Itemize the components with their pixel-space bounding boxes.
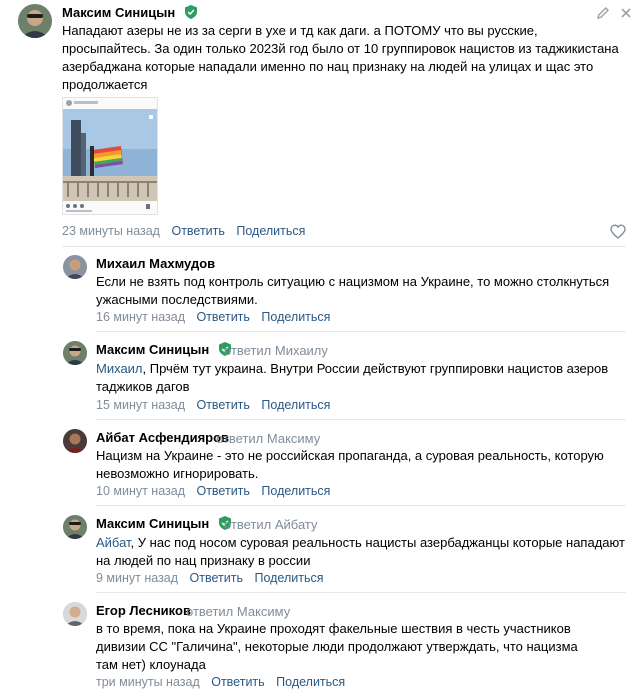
comment-meta — [62, 224, 305, 238]
share-button[interactable]: Поделиться — [254, 571, 324, 585]
reply-text: Если не взять под контроль ситуацию с нацизмом на Украине, то можно столкнуться ужасными последствиями. — [96, 274, 610, 307]
divider — [96, 505, 626, 506]
reply-button[interactable]: Ответить — [196, 484, 250, 498]
comment-text: Нападают азеры не из за серги в ухе и тд как даги. а ПОТОМУ что вы русские, просыпайтесь. За один только 2023й год было от 10 группировок нацистов из таджикистана азербаджана которые нападали именно по нац признаку на людей на улицах и щас это продолжается — [62, 23, 619, 92]
timestamp[interactable]: 15 минут назад — [96, 398, 185, 412]
reply-body: , Прчём тут украина. Внутри России действуют группировки нацистов азеров таджиков дагов — [96, 361, 609, 394]
timestamp[interactable]: 10 минут назад — [96, 484, 185, 498]
reply-meta — [96, 675, 345, 689]
reply-button[interactable]: Ответить — [189, 571, 243, 585]
reply-author[interactable]: Михаил Махмудов — [96, 256, 216, 271]
share-button[interactable]: Поделиться — [236, 224, 306, 238]
timestamp[interactable]: 16 минут назад — [96, 310, 185, 324]
share-button[interactable]: Поделиться — [261, 310, 331, 324]
reply-body: , У нас под носом суровая реальность нацисты азербаджанцы которые нападают на людей по нац признаку в россии — [96, 535, 625, 568]
timestamp[interactable]: 9 минут назад — [96, 571, 179, 585]
avatar[interactable] — [63, 602, 87, 626]
verified-shield-icon — [185, 5, 197, 22]
heart-icon[interactable] — [610, 224, 626, 244]
reply-button[interactable]: Ответить — [196, 310, 250, 324]
reply-button[interactable]: Ответить — [196, 398, 250, 412]
attached-image[interactable] — [62, 97, 158, 215]
author-name[interactable]: Максим Синицын — [96, 342, 210, 357]
avatar[interactable] — [63, 515, 87, 539]
reply-meta — [96, 571, 323, 585]
avatar[interactable] — [63, 429, 87, 453]
reply-author[interactable] — [96, 342, 231, 359]
timestamp[interactable]: 23 минуты назад — [62, 224, 160, 238]
reply-author[interactable]: Егор Лесников — [96, 603, 191, 618]
divider — [96, 419, 626, 420]
reply-meta — [96, 398, 330, 412]
replied-to[interactable]: ответил Айбату — [224, 517, 318, 532]
reply-author[interactable] — [96, 516, 231, 533]
reply-meta — [96, 484, 330, 498]
reply-text: в то время, пока на Украине проходят факельные шествия в честь участников дивизии СС "Галичина", некоторые люди продолжают утверждать, что нацизма там нет) клоунада — [96, 621, 578, 672]
reply-author[interactable]: Айбат Асфендияров — [96, 430, 230, 445]
reply-text — [96, 360, 626, 396]
reply-text — [96, 534, 626, 570]
author-name[interactable]: Максим Синицын — [96, 516, 210, 531]
mention-link[interactable]: Михаил — [96, 361, 143, 376]
divider — [62, 246, 626, 247]
reply-meta — [96, 310, 330, 324]
author-name[interactable]: Максим Синицын — [62, 5, 176, 20]
replied-to[interactable]: ответил Максиму — [186, 604, 291, 619]
timestamp[interactable]: три минуты назад — [96, 675, 200, 689]
reply-button[interactable]: Ответить — [211, 675, 265, 689]
reply-button[interactable]: Ответить — [171, 224, 225, 238]
reply-text: Нацизм на Украине - это не российская пропаганда, а суровая реальность, которую невозможно игнорировать. — [96, 448, 604, 481]
avatar[interactable] — [18, 4, 52, 38]
share-button[interactable]: Поделиться — [276, 675, 346, 689]
avatar[interactable] — [63, 341, 87, 365]
replied-to[interactable]: ответил Михаилу — [224, 343, 328, 358]
mention-link[interactable]: Айбат — [96, 535, 131, 550]
divider — [96, 592, 626, 593]
avatar[interactable] — [63, 255, 87, 279]
replied-to[interactable]: ответил Максиму — [216, 431, 321, 446]
divider — [96, 331, 626, 332]
share-button[interactable]: Поделиться — [261, 484, 331, 498]
comment-author[interactable] — [62, 5, 197, 22]
share-button[interactable]: Поделиться — [261, 398, 331, 412]
